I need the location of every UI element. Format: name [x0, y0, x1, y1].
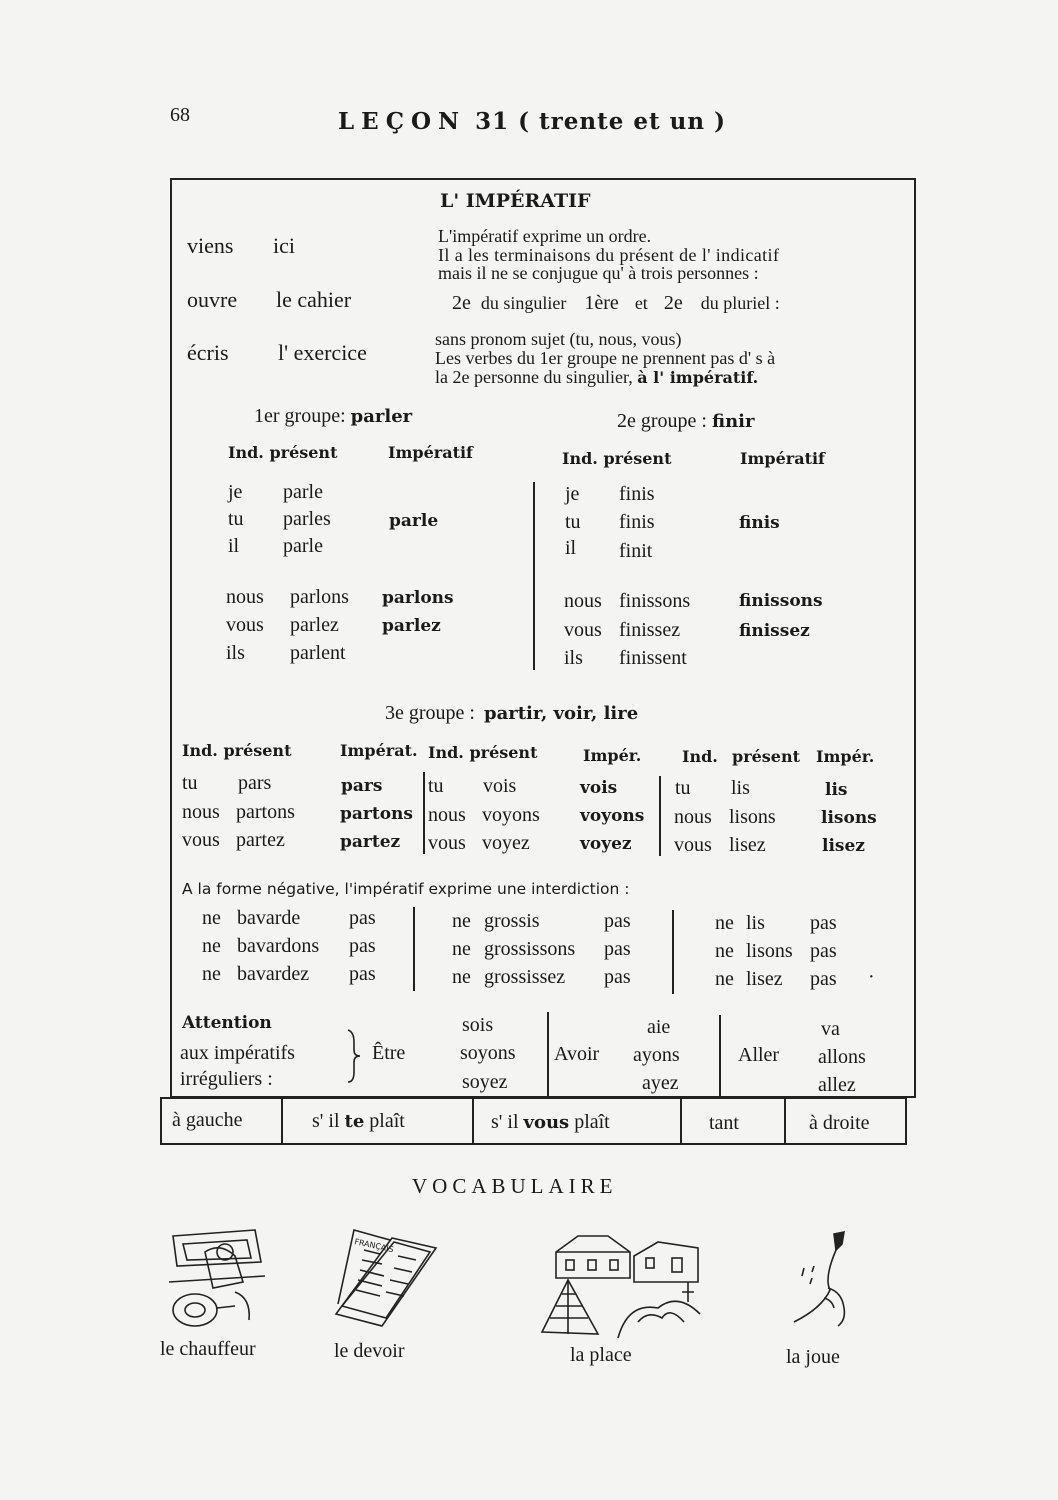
person-pluriel: du pluriel : — [700, 293, 780, 313]
person-2e: 2e — [452, 292, 471, 314]
neg1-ne-1: ne — [202, 907, 221, 929]
g3-lire-imp-3: lisez — [822, 836, 865, 856]
g3-partir-imp-1: pars — [341, 776, 383, 796]
g1-pron-3: il — [228, 535, 240, 557]
vocabulaire-title: VOCABULAIRE — [412, 1174, 618, 1198]
phrase-a-gauche: à gauche — [172, 1109, 243, 1131]
group2-heading — [617, 410, 754, 433]
g2-pron-6: ils — [564, 647, 583, 669]
g3-lire-imp-1: lis — [825, 780, 848, 800]
neg2-pas-3: pas — [604, 966, 631, 988]
vocab-devoir: le devoir — [334, 1340, 405, 1362]
strip-divider-2 — [472, 1099, 474, 1143]
g3-lire-pron-1: tu — [675, 777, 691, 799]
phrase-sil-te-c: plaît — [369, 1110, 405, 1132]
g3-lire-form-1: lis — [731, 777, 750, 799]
phrase-sil-vous-a: s' il — [491, 1111, 519, 1133]
irregular-label-3: irréguliers : — [180, 1068, 273, 1090]
g1-pron-4: nous — [226, 586, 264, 608]
g1-form-3: parle — [283, 535, 323, 557]
avoir-form-1: aie — [647, 1016, 671, 1038]
neg3-verb-1: lis — [746, 912, 765, 934]
person-et: et — [634, 293, 648, 313]
g2-pron-4: nous — [564, 590, 602, 612]
example-complement-1: ici — [273, 233, 295, 258]
g3-voir-pron-3: vous — [428, 832, 466, 854]
g3-col-1: Ind. présent — [182, 741, 292, 760]
group2-verb: finir — [711, 411, 755, 432]
neg-divider-1 — [413, 907, 415, 991]
neg3-pas-3: pas — [810, 968, 837, 990]
g3-voir-form-2: voyons — [482, 804, 540, 826]
g3-voir-imp-2: voyons — [580, 806, 645, 826]
joue-illustration — [784, 1228, 854, 1328]
neg3-pas-2: pas — [810, 940, 837, 962]
lesson-number: 31 — [475, 108, 510, 135]
g3-voir-form-3: voyez — [482, 832, 530, 854]
group3-word: groupe : — [408, 702, 475, 724]
neg1-pas-3: pas — [349, 963, 376, 985]
neg1-verb-2: bavardons — [237, 935, 320, 957]
phrase-sil-vous-plait — [491, 1111, 610, 1134]
neg1-ne-2: ne — [202, 935, 221, 957]
group-divider — [533, 482, 535, 670]
g3-col-6: présent — [732, 747, 801, 766]
rule-persons — [452, 292, 780, 315]
example-complement-3: l' exercice — [278, 340, 367, 365]
chauffeur-illustration — [165, 1222, 275, 1332]
g3-lire-form-2: lisons — [729, 806, 776, 828]
rule-line-7 — [435, 367, 758, 388]
neg3-ne-3: ne — [715, 968, 734, 990]
etre-form-2: soyons — [460, 1042, 516, 1064]
rule-line-2: Il a les terminaisons du présent de l' indicatif — [438, 245, 780, 265]
neg2-ne-2: ne — [452, 938, 471, 960]
g2-imp-2: finissons — [739, 591, 823, 611]
example-verb-1: viens — [187, 233, 234, 258]
g2-imp-1: finis — [739, 513, 780, 533]
group1-word: groupe: — [284, 405, 346, 427]
g2-form-2: finis — [619, 511, 655, 533]
rule-line-1: L'impératif exprime un ordre. — [438, 226, 652, 246]
g1-form-2: parles — [283, 508, 331, 530]
page-number: 68 — [170, 104, 190, 126]
g1-pron-5: vous — [226, 614, 264, 636]
g3-voir-form-1: vois — [483, 775, 517, 797]
g3-col-4: Impér. — [583, 746, 642, 765]
strip-divider-3 — [680, 1099, 682, 1143]
g3-divider-1 — [423, 772, 425, 854]
group2-col-ind: Ind. présent — [562, 449, 672, 468]
g3-partir-form-3: partez — [236, 829, 285, 851]
g2-form-4: finissons — [619, 590, 691, 612]
avoir-form-3: ayez — [642, 1072, 679, 1094]
lesson-subtitle: ( trente et un ) — [518, 108, 726, 135]
group3-verbs: partir, voir, lire — [483, 703, 639, 724]
neg-dot: · — [868, 966, 875, 988]
brace-icon — [346, 1028, 362, 1084]
neg3-verb-3: lisez — [746, 968, 783, 990]
book-label: FRANÇAIS — [353, 1237, 395, 1255]
group2-col-imp: Impératif — [740, 449, 825, 468]
lesson-title — [338, 108, 726, 135]
strip-divider-1 — [281, 1099, 283, 1143]
g3-voir-imp-1: vois — [580, 778, 618, 798]
g3-partir-imp-3: partez — [340, 832, 401, 852]
g2-pron-3: il — [565, 537, 577, 559]
neg2-ne-1: ne — [452, 910, 471, 932]
g2-pron-5: vous — [564, 619, 602, 641]
lesson-word: LEÇON — [338, 108, 467, 135]
person-singulier: du singulier — [480, 293, 567, 313]
neg2-verb-2: grossissons — [484, 938, 576, 960]
g1-pron-1: je — [228, 481, 243, 503]
g2-pron-2: tu — [565, 511, 581, 533]
g3-partir-form-1: pars — [238, 772, 272, 794]
g3-partir-imp-2: partons — [340, 804, 413, 824]
neg2-verb-1: grossis — [484, 910, 540, 932]
g3-partir-form-2: partons — [236, 801, 295, 823]
g3-voir-pron-1: tu — [428, 775, 444, 797]
g2-form-6: finissent — [619, 647, 687, 669]
rule-line-5: sans pronom sujet (tu, nous, vous) — [435, 329, 682, 349]
neg1-pas-1: pas — [349, 907, 376, 929]
g3-col-7: Impér. — [816, 747, 875, 766]
group3-number: 3e — [385, 702, 404, 724]
vocab-joue: la joue — [786, 1346, 840, 1368]
rule-line-6: Les verbes du 1er groupe ne prennent pas d' s à — [435, 348, 776, 368]
phrase-sil-vous-b: vous — [523, 1112, 570, 1133]
g3-col-3: Ind. présent — [428, 743, 538, 762]
aller-form-1: va — [821, 1018, 840, 1040]
rule-line-7-bold: à l' impératif. — [637, 368, 759, 387]
g3-divider-2 — [659, 776, 661, 856]
g2-form-5: finissez — [619, 619, 681, 641]
group1-col-ind: Ind. présent — [228, 443, 338, 462]
phrase-sil-te-b: te — [344, 1111, 365, 1132]
rule-line-3: mais il ne se conjugue qu' à trois personnes : — [438, 263, 759, 283]
g3-col-5: Ind. — [682, 747, 718, 766]
g1-imp-1: parle — [389, 511, 439, 531]
neg3-verb-2: lisons — [746, 940, 793, 962]
irregular-label-1: Attention — [182, 1013, 272, 1033]
g3-col-2: Impérat. — [340, 741, 418, 760]
aller-form-2: allons — [818, 1046, 866, 1068]
neg3-ne-1: ne — [715, 912, 734, 934]
g1-pron-6: ils — [226, 642, 245, 664]
devoir-illustration — [332, 1226, 442, 1332]
g3-lire-imp-2: lisons — [821, 808, 877, 828]
g1-imp-3: parlez — [382, 616, 441, 636]
g1-form-5: parlez — [290, 614, 339, 636]
example-verb-3: écris — [187, 340, 229, 365]
g2-form-1: finis — [619, 483, 655, 505]
group1-verb: parler — [350, 406, 413, 427]
person-1ere: 1ère — [584, 292, 619, 314]
vocab-place: la place — [570, 1344, 632, 1366]
g2-imp-3: finissez — [739, 621, 810, 641]
group1-number: 1er — [254, 405, 280, 427]
g3-voir-pron-2: nous — [428, 804, 466, 826]
strip-divider-4 — [784, 1099, 786, 1143]
person-2e-pl: 2e — [663, 292, 683, 314]
aller-label: Aller — [738, 1044, 780, 1066]
example-verb-2: ouvre — [187, 287, 238, 312]
phrase-sil-te-a: s' il — [312, 1110, 340, 1132]
g1-form-6: parlent — [290, 642, 346, 664]
g3-partir-pron-3: vous — [182, 829, 220, 851]
negative-intro: A la forme négative, l'impératif exprime une interdiction : — [182, 880, 630, 898]
group3-heading — [385, 702, 638, 725]
neg3-ne-2: ne — [715, 940, 734, 962]
phrase-a-droite: à droite — [809, 1112, 870, 1134]
phrase-sil-vous-c: plaît — [574, 1111, 610, 1133]
g2-pron-1: je — [565, 483, 580, 505]
example-complement-2: le cahier — [276, 287, 352, 312]
aller-form-3: allez — [818, 1074, 856, 1096]
group2-word: groupe : — [640, 410, 707, 432]
neg1-pas-2: pas — [349, 935, 376, 957]
group1-col-imp: Impératif — [388, 443, 473, 462]
irr-divider-1 — [547, 1012, 549, 1096]
phrase-tant: tant — [709, 1112, 739, 1134]
g3-partir-pron-2: nous — [182, 801, 220, 823]
g2-form-3: finit — [619, 540, 653, 562]
imperatif-title: L' IMPÉRATIF — [440, 190, 591, 212]
neg2-pas-1: pas — [604, 910, 631, 932]
neg1-ne-3: ne — [202, 963, 221, 985]
g3-lire-pron-3: vous — [674, 834, 712, 856]
rule-line-7-text: la 2e personne du singulier, — [435, 367, 633, 387]
g3-partir-pron-1: tu — [182, 772, 198, 794]
group1-heading — [254, 405, 412, 428]
g1-pron-2: tu — [228, 508, 244, 530]
vocab-chauffeur: le chauffeur — [160, 1338, 256, 1360]
neg3-pas-1: pas — [810, 912, 837, 934]
neg2-ne-3: ne — [452, 966, 471, 988]
neg2-verb-3: grossissez — [484, 966, 566, 988]
neg-divider-2 — [672, 910, 674, 994]
etre-form-1: sois — [462, 1014, 494, 1036]
g3-lire-pron-2: nous — [674, 806, 712, 828]
neg2-pas-2: pas — [604, 938, 631, 960]
phrase-sil-te-plait — [312, 1110, 405, 1133]
g1-imp-2: parlons — [382, 588, 454, 608]
irr-divider-2 — [719, 1015, 721, 1097]
group2-number: 2e — [617, 410, 636, 432]
g3-lire-form-3: lisez — [729, 834, 766, 856]
place-illustration — [538, 1222, 708, 1342]
irregular-label-2: aux impératifs — [180, 1042, 295, 1064]
avoir-form-2: ayons — [633, 1044, 680, 1066]
neg1-verb-1: bavarde — [237, 907, 301, 929]
etre-form-3: soyez — [462, 1071, 508, 1093]
neg1-verb-3: bavardez — [237, 963, 310, 985]
g1-form-1: parle — [283, 481, 323, 503]
etre-label: Être — [372, 1042, 406, 1064]
avoir-label: Avoir — [554, 1043, 600, 1065]
g3-voir-imp-3: voyez — [580, 834, 632, 854]
g1-form-4: parlons — [290, 586, 349, 608]
